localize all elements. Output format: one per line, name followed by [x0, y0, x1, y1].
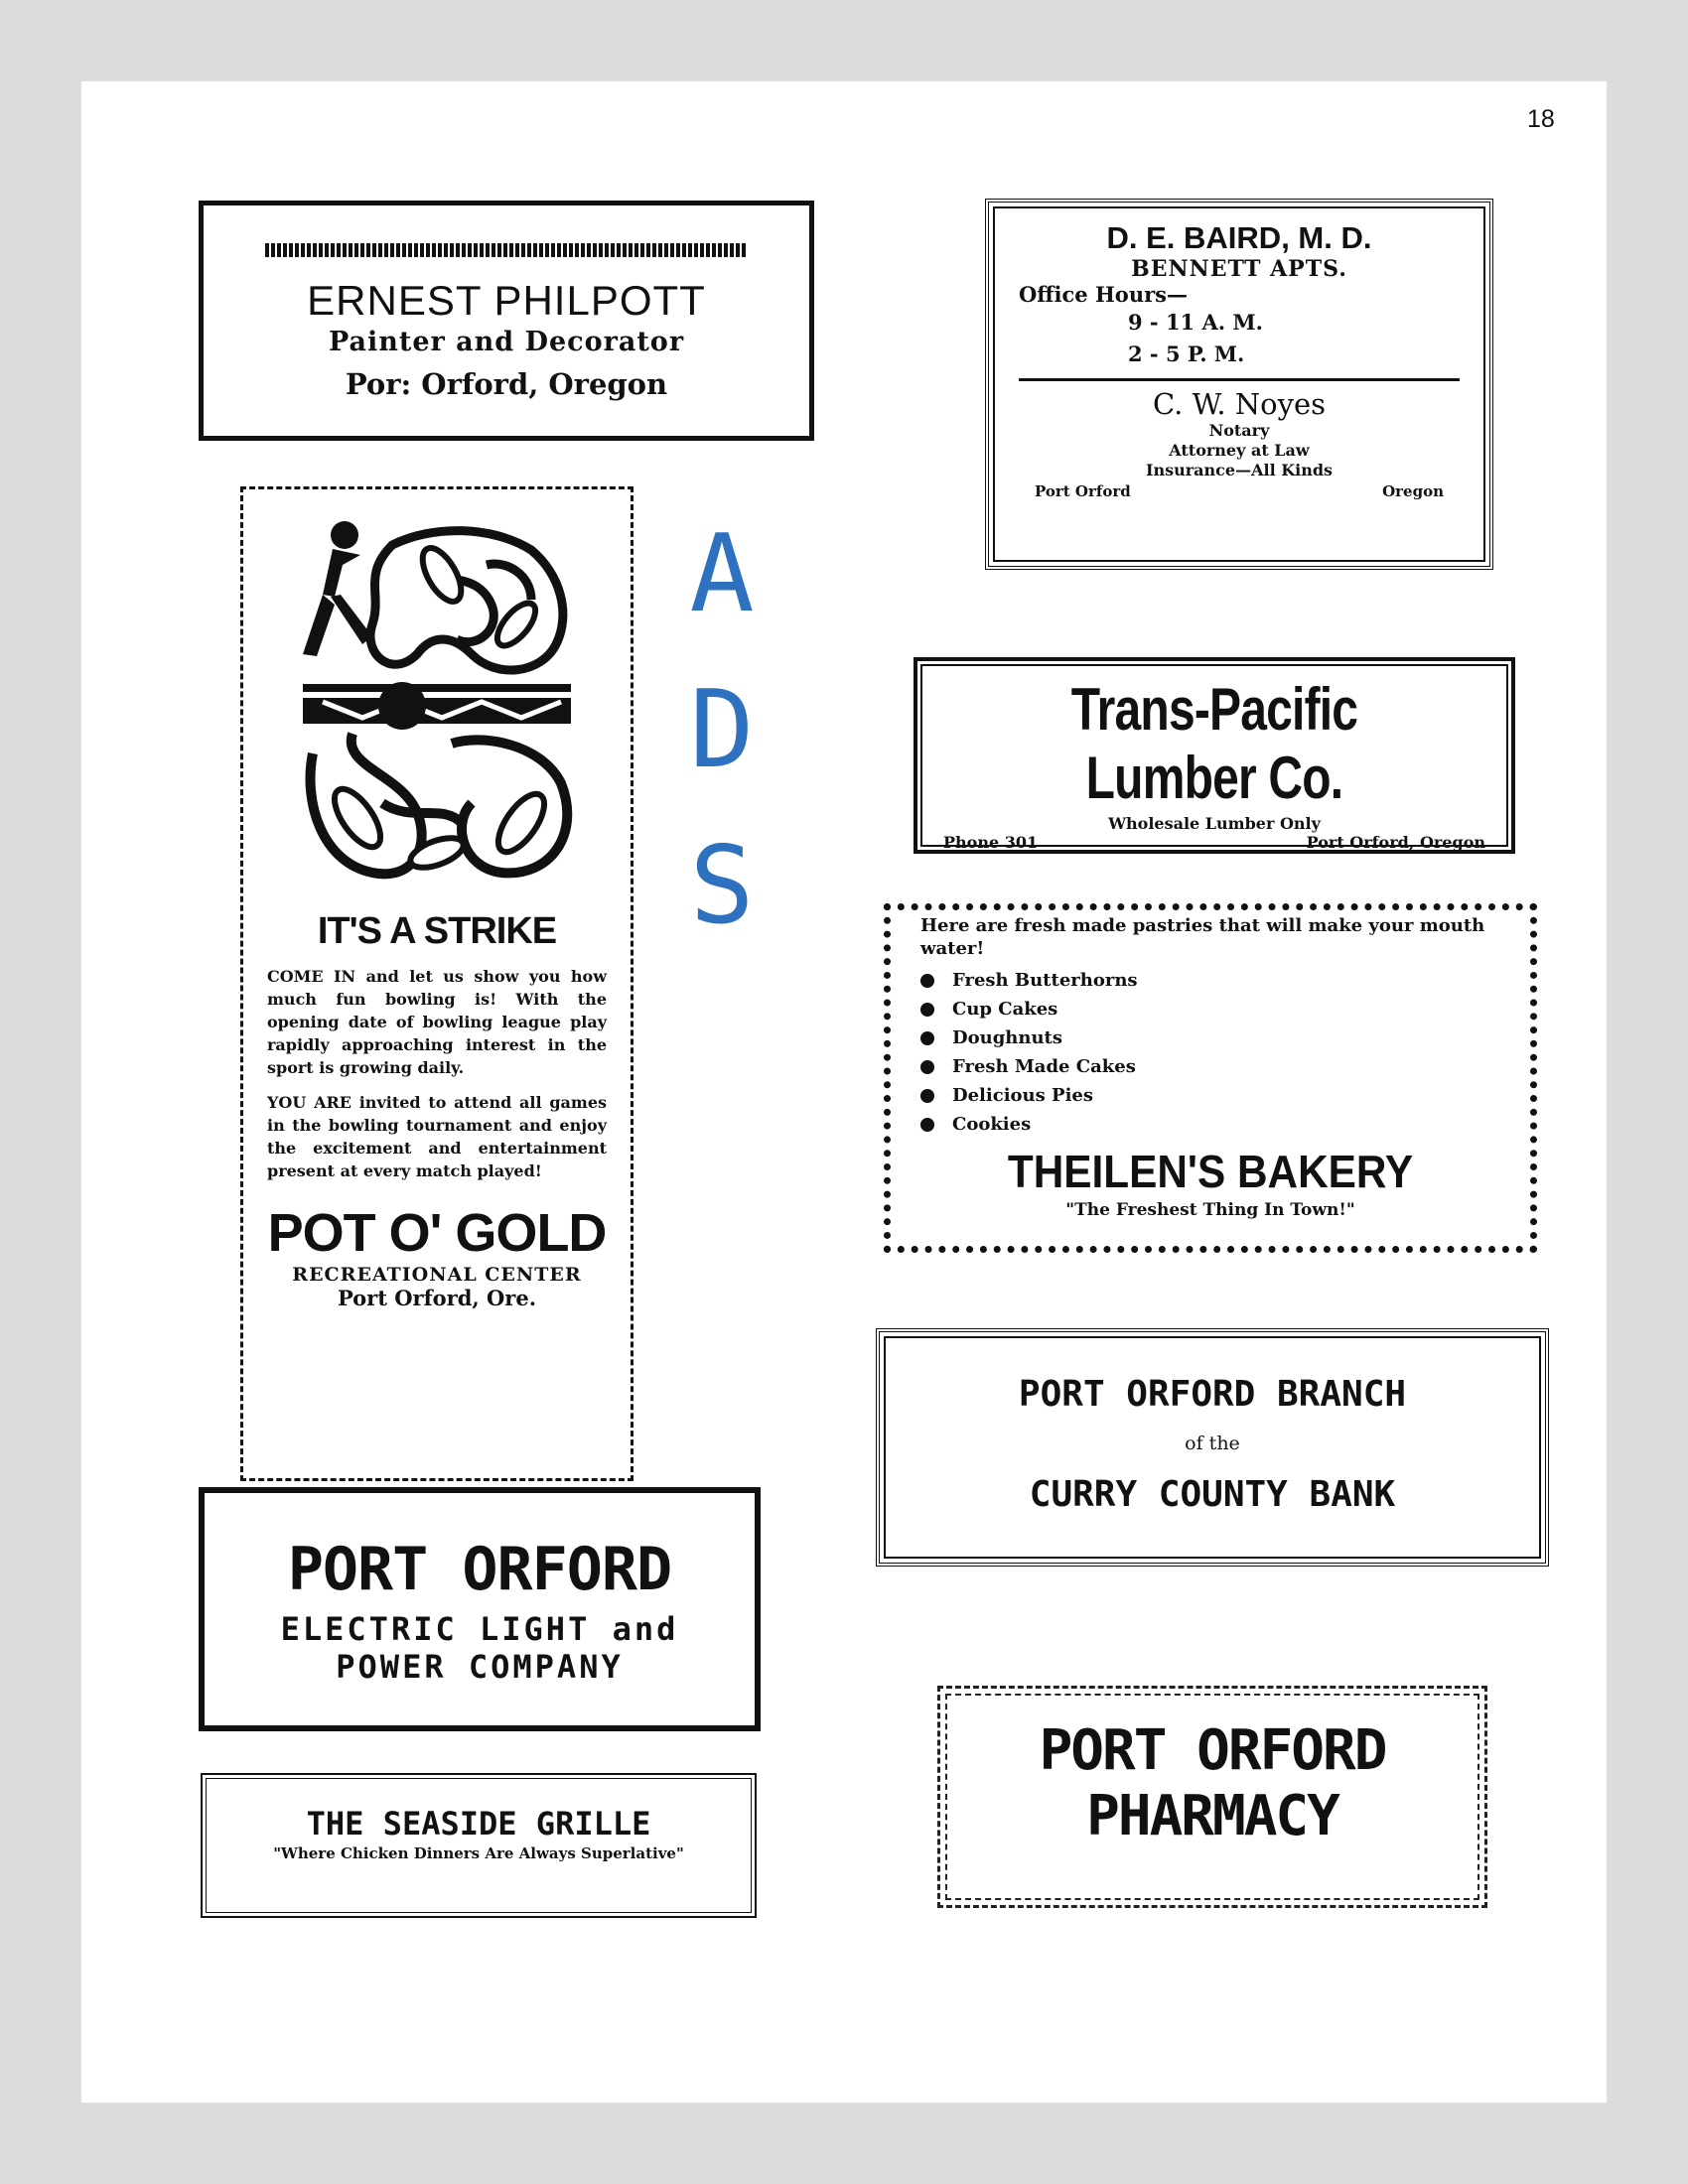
ad-business-name: THEILEN'S BAKERY: [1007, 1146, 1414, 1197]
ad-baird-noyes: [985, 199, 1493, 570]
notary-title: Notary: [1208, 421, 1270, 440]
insurance-line: Insurance—All Kinds: [1145, 461, 1334, 479]
ad-business-subtitle: RECREATIONAL CENTER: [292, 1264, 582, 1286]
ad-curry-county-bank: [876, 1328, 1549, 1567]
bullet-icon: [920, 1118, 934, 1132]
ad-trade: Painter and Decorator: [328, 327, 685, 357]
list-item-label: Doughnuts: [952, 1027, 1062, 1048]
electric-line-1: PORT ORFORD: [287, 1535, 672, 1604]
list-item-label: Fresh Butterhorns: [952, 970, 1138, 991]
ad-pot-o-gold: [240, 486, 633, 1481]
ad-location: Port Orford, Ore.: [337, 1286, 537, 1310]
ads-letter-s: S: [689, 824, 755, 948]
list-item: [920, 966, 1500, 995]
office-hours-label: Office Hours—: [1019, 282, 1188, 307]
ad-location: Por: Orford, Oregon: [345, 367, 668, 401]
pastry-list: [920, 966, 1500, 1139]
ads-letter-a: A: [689, 512, 755, 636]
bank-line-3: CURRY COUNTY BANK: [1029, 1474, 1396, 1515]
bank-line-1: PORT ORFORD BRANCH: [1018, 1374, 1407, 1415]
ad-footer: [939, 833, 1489, 852]
list-item: [920, 1081, 1500, 1110]
ad-seaside-grille: [201, 1773, 757, 1918]
divider: [1019, 378, 1460, 381]
list-item: [920, 1052, 1500, 1081]
ad-tagline: Wholesale Lumber Only: [1108, 814, 1321, 833]
electric-line-3: POWER COMPANY: [336, 1648, 624, 1686]
bowling-illustration: [283, 505, 591, 902]
list-item: [920, 1024, 1500, 1052]
bullet-icon: [920, 974, 934, 988]
bullet-icon: [920, 1031, 934, 1045]
office-hours-afternoon: 2 - 5 P. M.: [1128, 341, 1245, 366]
ad-paragraph-1: COME IN and let us show you how much fun bowling is! With the opening date of bowling league play rapidly approaching interest in the sport is growing daily.: [267, 967, 607, 1077]
ad-location: Port Orford, Oregon: [1306, 833, 1485, 852]
ad-phone: Phone 301: [943, 833, 1039, 852]
list-item-label: Delicious Pies: [952, 1085, 1093, 1106]
bank-line-2: of the: [1185, 1433, 1240, 1454]
ad-business-name: Trans-Pacific Lumber Co.: [1070, 676, 1358, 811]
bullet-icon: [920, 1060, 934, 1074]
electric-line-2: ELECTRIC LIGHT and: [280, 1610, 679, 1648]
ad-slogan: "Where Chicken Dinners Are Always Superlative": [273, 1844, 684, 1862]
ad-ernest-philpott: [199, 201, 814, 441]
ad-pharmacy: [937, 1686, 1487, 1908]
decorative-rule: [265, 243, 748, 257]
ads-letter-d: D: [689, 668, 755, 792]
list-item: [920, 995, 1500, 1024]
ad-business-name: POT O' GOLD: [267, 1203, 607, 1263]
attorney-title: Attorney at Law: [1169, 441, 1310, 460]
bullet-icon: [920, 1089, 934, 1103]
doctor-building: BENNETT APTS.: [1131, 256, 1347, 282]
ad-intro: Here are fresh made pastries that will make your mouth water!: [920, 915, 1485, 959]
footer-state: Oregon: [1382, 482, 1444, 500]
list-item: [920, 1110, 1500, 1139]
ad-theilens-bakery: [884, 903, 1537, 1253]
pharmacy-line-2: PHARMACY: [1086, 1784, 1338, 1848]
ad-headline: IT'S A STRIKE: [317, 910, 557, 952]
list-item-label: Fresh Made Cakes: [952, 1056, 1136, 1077]
scrapbook-page: [81, 81, 1607, 2103]
ad-footer: [1019, 480, 1460, 500]
list-item-label: Cookies: [952, 1114, 1032, 1135]
ad-slogan: "The Freshest Thing In Town!": [1065, 1200, 1355, 1220]
page-number: 18: [1527, 105, 1555, 133]
office-hours-morning: 9 - 11 A. M.: [1128, 310, 1263, 335]
bullet-icon: [920, 1003, 934, 1017]
notary-name: C. W. Noyes: [1152, 387, 1327, 421]
ad-business-name: THE SEASIDE GRILLE: [306, 1805, 651, 1843]
ad-trans-pacific-lumber: [914, 657, 1515, 854]
footer-city: Port Orford: [1035, 482, 1131, 500]
ad-name: ERNEST PHILPOTT: [307, 277, 706, 324]
list-item-label: Cup Cakes: [952, 999, 1058, 1020]
ad-electric-light-power: [199, 1487, 761, 1731]
ad-paragraph-2: YOU ARE invited to attend all games in the bowling tournament and enjoy the excitement and entertainment present at every match played!: [267, 1093, 607, 1180]
doctor-name: D. E. BAIRD, M. D.: [1106, 220, 1372, 255]
ads-title: [667, 496, 776, 964]
pharmacy-line-1: PORT ORFORD: [1039, 1718, 1386, 1783]
